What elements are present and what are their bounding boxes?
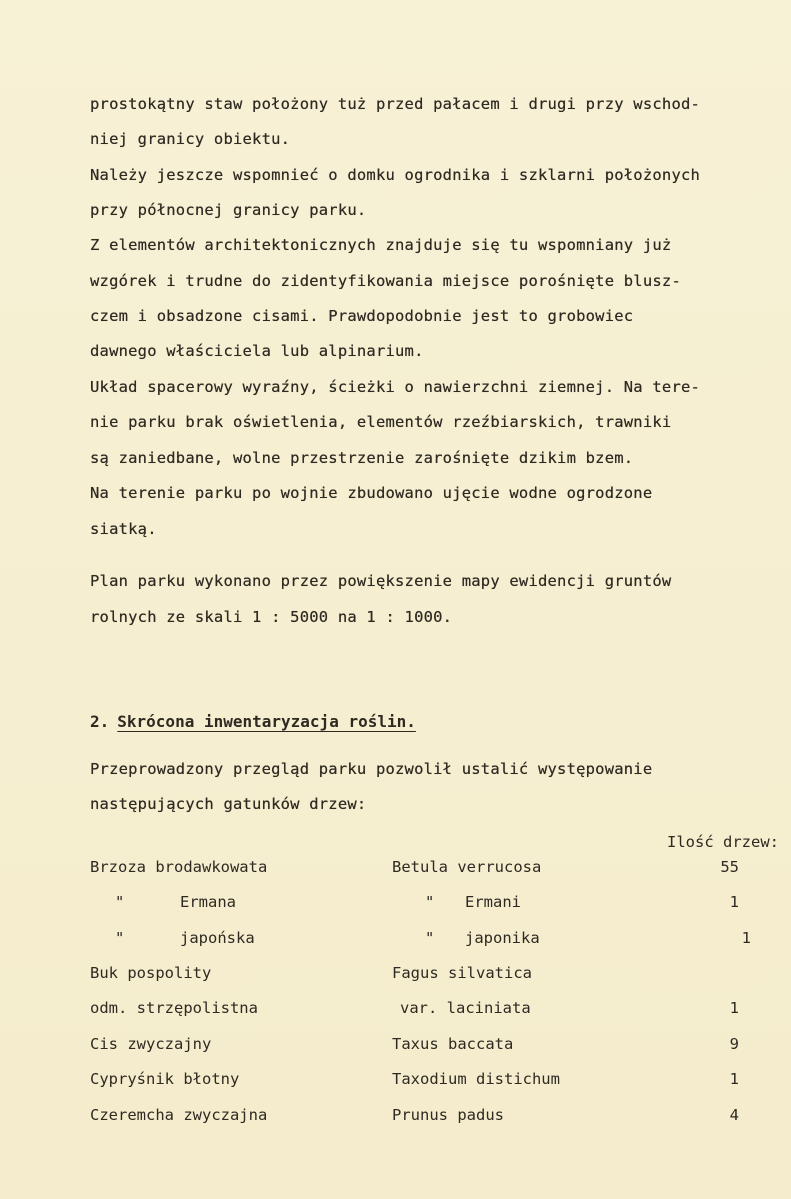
text-line: prostokątny staw położony tuż przed pałacem i drugi przy wschod- (90, 95, 701, 113)
text-line: Układ spacerowy wyraźny, ścieżki o nawierzchni ziemnej. Na tere- (90, 378, 701, 396)
text-line: czem i obsadzone cisami. Prawdopodobnie jest to grobowiec (90, 307, 634, 325)
section-heading (90, 712, 416, 731)
section-title: Skrócona inwentaryzacja roślin. (117, 712, 416, 731)
table-row (0, 964, 791, 994)
polish-name: Brzoza brodawkowata (90, 858, 268, 876)
text-line: Plan parku wykonano przez powiększenie mapy ewidencji gruntów (90, 572, 672, 590)
latin-name: Prunus padus (392, 1106, 504, 1124)
polish-name: japońska (180, 929, 255, 947)
text-line: wzgórek i trudne do zidentyfikowania miejsce porośnięte blusz- (90, 272, 681, 290)
text-line: Na terenie parku po wojnie zbudowano ujęcie wodne ogrodzone (90, 484, 653, 502)
text-line: są zaniedbane, wolne przestrzenie zarośnięte dzikim bzem. (90, 449, 634, 467)
ditto-mark: " (425, 893, 435, 911)
intro-line: Przeprowadzony przegląd parku pozwolił ustalić występowanie (90, 760, 653, 778)
tree-count: 9 (729, 1035, 739, 1053)
table-row (0, 1070, 791, 1100)
latin-name: Fagus silvatica (392, 964, 532, 982)
polish-name: Cypryśnik błotny (90, 1070, 240, 1088)
ditto-mark: " (425, 929, 435, 947)
tree-count: 1 (741, 929, 751, 947)
text-line: siatką. (90, 520, 157, 538)
intro-line: następujących gatunków drzew: (90, 795, 367, 813)
text-line: dawnego właściciela lub alpinarium. (90, 342, 424, 360)
table-row (0, 858, 791, 888)
latin-name: Taxodium distichum (392, 1070, 560, 1088)
latin-name: var. laciniata (400, 999, 531, 1017)
tree-count: 1 (729, 893, 739, 911)
table-row (0, 929, 791, 959)
latin-name: Ermani (465, 893, 521, 911)
polish-name: Cis zwyczajny (90, 1035, 212, 1053)
ditto-mark: " (115, 929, 125, 947)
latin-name: Taxus baccata (392, 1035, 514, 1053)
table-row (0, 1035, 791, 1065)
table-row (0, 999, 791, 1029)
section-number: 2. (90, 712, 110, 731)
tree-count: 4 (729, 1106, 739, 1124)
text-line: niej granicy obiektu. (90, 130, 291, 148)
ditto-mark: " (115, 893, 125, 911)
latin-name: Betula verrucosa (392, 858, 542, 876)
tree-count: 55 (720, 858, 739, 876)
polish-name: Buk pospolity (90, 964, 212, 982)
latin-name: japonika (465, 929, 540, 947)
text-line: Z elementów architektonicznych znajduje się tu wspomniany już (90, 236, 672, 254)
polish-name: odm. strzępolistna (90, 999, 258, 1017)
count-column-header: Ilość drzew: (667, 833, 779, 851)
polish-name: Ermana (180, 893, 236, 911)
table-row (0, 1106, 791, 1136)
table-row (0, 893, 791, 923)
tree-count: 1 (729, 1070, 739, 1088)
text-line: Należy jeszcze wspomnieć o domku ogrodnika i szklarni położonych (90, 166, 701, 184)
tree-count: 1 (729, 999, 739, 1017)
text-line: rolnych ze skali 1 : 5000 na 1 : 1000. (90, 608, 453, 626)
text-line: nie parku brak oświetlenia, elementów rzeźbiarskich, trawniki (90, 413, 672, 431)
text-line: przy północnej granicy parku. (90, 201, 367, 219)
polish-name: Czeremcha zwyczajna (90, 1106, 268, 1124)
